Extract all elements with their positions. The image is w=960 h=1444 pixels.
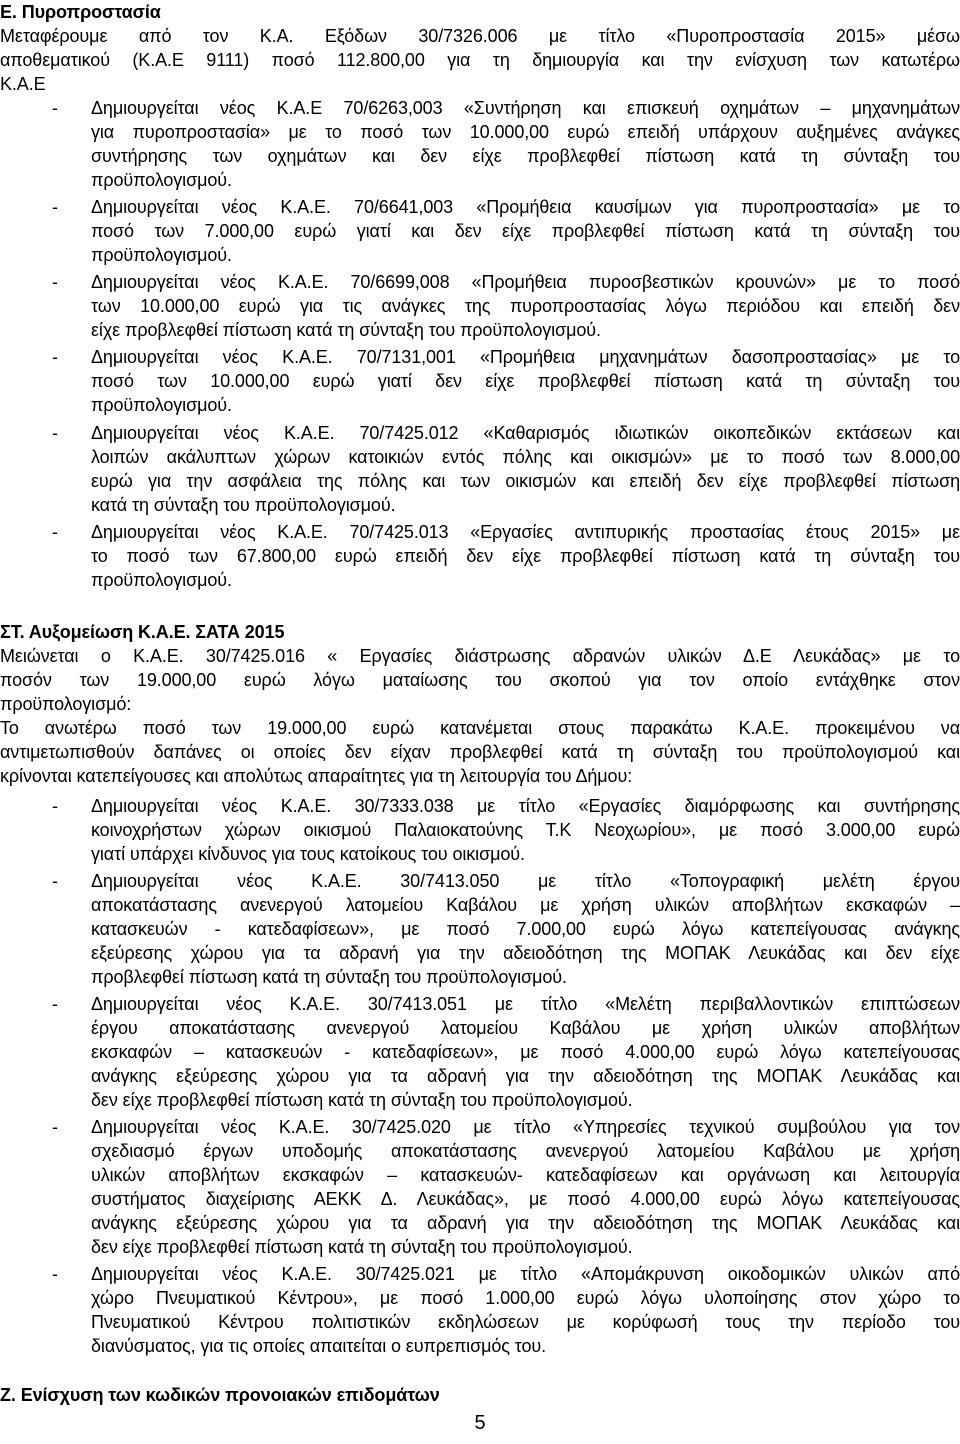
list-item-line: Δημιουργείται νέος Κ.Α.Ε. 70/7425.013 «Εργασίες αντιπυρικής προστασίας έτους 2015» με: [91, 522, 960, 542]
list-bullet-dash: -: [52, 347, 58, 367]
list-item-line: προϋπολογισμού.: [91, 395, 232, 415]
list-bullet-dash: -: [52, 197, 58, 217]
list-item-line: Δημιουργείται νέος Κ.Α.Ε. 30/7413.051 με τίτλο «Μελέτη περιβαλλοντικών επιπτώσεων: [91, 994, 960, 1014]
list-bullet-dash: -: [52, 98, 58, 118]
list-item-line: δεν είχε προβλεφθεί πίστωση κατά τη σύνταξη του προϋπολογισμού.: [91, 1237, 633, 1257]
section-e-intro-line: Κ.Α.Ε: [0, 74, 46, 94]
list-item-line: κατασκευών - κατεδαφίσεων», με ποσό 7.000,00 ευρώ λόγω κατεπείγουσας ανάγκης: [91, 919, 960, 939]
section-e-heading: Ε. Πυροπροστασία: [0, 2, 161, 22]
list-item-line: για πυροπροστασία» με το ποσό των 10.000,00 ευρώ επειδή υπάρχουν αυξημένες ανάγκες: [91, 122, 960, 142]
list-bullet-dash: -: [52, 423, 58, 443]
list-item-line: Δημιουργείται νέος Κ.Α.Ε. 70/7425.012 «Καθαρισμός ιδιωτικών οικοπεδικών εκτάσεων και: [91, 423, 960, 443]
list-item-line: Δημιουργείται νέος Κ.Α.Ε. 30/7413.050 με τίτλο «Τοπογραφική μελέτη έργου: [91, 871, 960, 891]
list-item-line: των 10.000,00 ευρώ για τις ανάγκες της πυροπροστασίας λόγω περιόδου και επειδή δεν: [91, 296, 960, 316]
list-item-line: δεν είχε προβλεφθεί πίστωση κατά τη σύνταξη του προϋπολογισμού.: [91, 1090, 633, 1110]
list-item-line: Δημιουργείται νέος Κ.Α.Ε. 30/7425.020 με τίτλο «Υπηρεσίες τεχνικού συμβούλου για τον: [91, 1117, 960, 1137]
list-item-line: ευρώ για την ασφάλεια της πόλης και των οικισμών και επειδή δεν είχε προβλεφθεί πίστωση: [91, 471, 960, 491]
list-bullet-dash: -: [52, 522, 58, 542]
list-item-line: είχε προβλεφθεί πίστωση κατά τη σύνταξη του προϋπολογισμού.: [91, 320, 601, 340]
list-item-line: το ποσό των 67.800,00 ευρώ επειδή δεν είχε προβλεφθεί πίστωση κατά τη σύνταξη του: [91, 546, 960, 566]
list-item-line: προϋπολογισμού.: [91, 570, 232, 590]
section-z-heading: Ζ. Ενίσχυση των κωδικών προνοιακών επιδομάτων: [0, 1385, 440, 1405]
list-item-line: χώρο Πνευματικού Κέντρου», με ποσό 1.000,00 ευρώ λόγω υλοποίησης στον χώρο το: [91, 1288, 960, 1308]
list-item-line: γιατί υπάρχει κίνδυνος για τους κατοίκους του οικισμού.: [91, 844, 525, 864]
list-item-line: Δημιουργείται νέος Κ.Α.Ε 70/6263,003 «Συντήρηση και επισκευή οχημάτων – μηχανημάτων: [91, 98, 960, 118]
list-item-line: συντήρησης των οχημάτων και δεν είχε προβλεφθεί πίστωση κατά τη σύνταξη του: [91, 146, 960, 166]
list-item-line: Δημιουργείται νέος Κ.Α.Ε. 70/6699,008 «Προμήθεια πυροσβεστικών κρουνών» με το ποσό: [91, 272, 960, 292]
section-st-intro-line: κρίνονται κατεπείγουσες και απολύτως απαραίτητες για τη λειτουργία του Δήμου:: [0, 766, 633, 786]
section-st-intro-line: Μειώνεται ο Κ.Α.Ε. 30/7425.016 « Εργασίες διάστρωσης αδρανών υλικών Δ.Ε Λευκάδας» με το: [0, 646, 960, 666]
section-st-intro-line: Το ανωτέρω ποσό των 19.000,00 ευρώ κατανέμεται στους παρακάτω Κ.Α.Ε. προκειμένου να: [0, 718, 960, 738]
list-item-line: συστήματος διαχείρισης ΑΕΚΚ Δ. Λευκάδας», με ποσό 4.000,00 ευρώ λόγω κατεπείγουσας: [91, 1189, 960, 1209]
list-item-line: έργου αποκατάστασης ανενεργού λατομείου Καβάλου με χρήση υλικών αποβλήτων: [91, 1018, 960, 1038]
list-item-line: Δημιουργείται νέος Κ.Α.Ε. 70/6641,003 «Προμήθεια καυσίμων για πυροπροστασία» με το: [91, 197, 960, 217]
list-item-line: ανάγκης εξεύρεσης χώρου για τα αδρανή για την αδειοδότηση της ΜΟΠΑΚ Λευκάδας και: [91, 1213, 960, 1233]
section-e-intro-line: Μεταφέρουμε από τον Κ.Α. Εξόδων 30/7326.006 με τίτλο «Πυροπροστασία 2015» μέσω: [0, 26, 960, 46]
list-item-line: λοιπών ακάλυπτων χώρων κατοικιών εντός πόλης και οικισμών» με το ποσό των 8.000,00: [91, 447, 960, 467]
list-bullet-dash: -: [52, 871, 58, 891]
section-e-intro-line: αποθεματικού (Κ.Α.Ε 9111) ποσό 112.800,00 για τη δημιουργία και την ενίσχυση των κατωτέρω: [0, 50, 960, 70]
list-bullet-dash: -: [52, 1117, 58, 1137]
list-item-line: Δημιουργείται νέος Κ.Α.Ε. 30/7425.021 με τίτλο «Απομάκρυνση οικοδομικών υλικών από: [91, 1264, 960, 1284]
list-item-line: σχεδιασμό έργων υποδομής αποκατάστασης ανενεργού λατομείου Καβάλου με χρήση: [91, 1141, 960, 1161]
list-item-line: εξεύρεσης χώρου για τα αδρανή για την αδειοδότηση της ΜΟΠΑΚ Λευκάδας και δεν είχε: [91, 943, 960, 963]
section-st-intro-line: ποσόν των 19.000,00 ευρώ λόγω ματαίωσης του σκοπού για τον οποίο εντάχθηκε στον: [0, 670, 960, 690]
list-item-line: Δημιουργείται νέος Κ.Α.Ε. 30/7333.038 με τίτλο «Εργασίες διαμόρφωσης και συντήρησης: [91, 796, 960, 816]
list-item-line: ποσό των 7.000,00 ευρώ γιατί και δεν είχε προβλεφθεί πίστωση κατά τη σύνταξη του: [91, 221, 960, 241]
list-bullet-dash: -: [52, 1264, 58, 1284]
section-st-intro-line: προϋπολογισμό:: [0, 694, 132, 714]
list-item-line: προβλεφθεί πίστωση κατά τη σύνταξη του προϋπολογισμού.: [91, 967, 567, 987]
list-item-line: διανύσματος, για τις οποίες απαιτείται ο ευπρεπισμός του.: [91, 1336, 547, 1356]
list-item-line: εκσκαφών – κατασκευών - κατεδαφίσεων», με ποσό 4.000,00 ευρώ λόγω κατεπείγουσας: [91, 1042, 960, 1062]
list-item-line: ανάγκης εξεύρεσης χώρου για τα αδρανή για την αδειοδότηση της ΜΟΠΑΚ Λευκάδας και: [91, 1066, 960, 1086]
list-item-line: προϋπολογισμού.: [91, 170, 232, 190]
section-st-intro-line: αντιμετωπισθούν δαπάνες οι οποίες δεν είχαν προβλεφθεί κατά τη σύνταξη του προϋπολογισμού και: [0, 742, 960, 762]
list-bullet-dash: -: [52, 272, 58, 292]
list-item-line: προϋπολογισμού.: [91, 245, 232, 265]
list-item-line: αποκατάστασης ανενεργού λατομείου Καβάλου με χρήση υλικών αποβλήτων εκσκαφών –: [91, 895, 960, 915]
list-item-line: κοινοχρήστων χώρων οικισμού Παλαιοκατούνης Τ.Κ Νεοχωρίου», με ποσό 3.000,00 ευρώ: [91, 820, 960, 840]
list-bullet-dash: -: [52, 994, 58, 1014]
section-st-heading: ΣΤ. Αυξομείωση Κ.Α.Ε. ΣΑΤΑ 2015: [0, 622, 285, 642]
list-item-line: κατά τη σύνταξη του προϋπολογισμού.: [91, 495, 396, 515]
list-bullet-dash: -: [52, 796, 58, 816]
list-item-line: υλικών αποβλήτων εκσκαφών – κατασκευών- κατεδαφίσεων και οργάνωση και λειτουργία: [91, 1165, 960, 1185]
list-item-line: ποσό των 10.000,00 ευρώ γιατί δεν είχε προβλεφθεί πίστωση κατά τη σύνταξη του: [91, 371, 960, 391]
list-item-line: Δημιουργείται νέος Κ.Α.Ε. 70/7131,001 «Προμήθεια μηχανημάτων δασοπροστασίας» με το: [91, 347, 960, 367]
list-item-line: Πνευματικού Κέντρου πολιτιστικών εκδηλώσεων με κορύφωσή τους την περίοδο του: [91, 1312, 960, 1332]
page-number: 5: [474, 1412, 486, 1434]
